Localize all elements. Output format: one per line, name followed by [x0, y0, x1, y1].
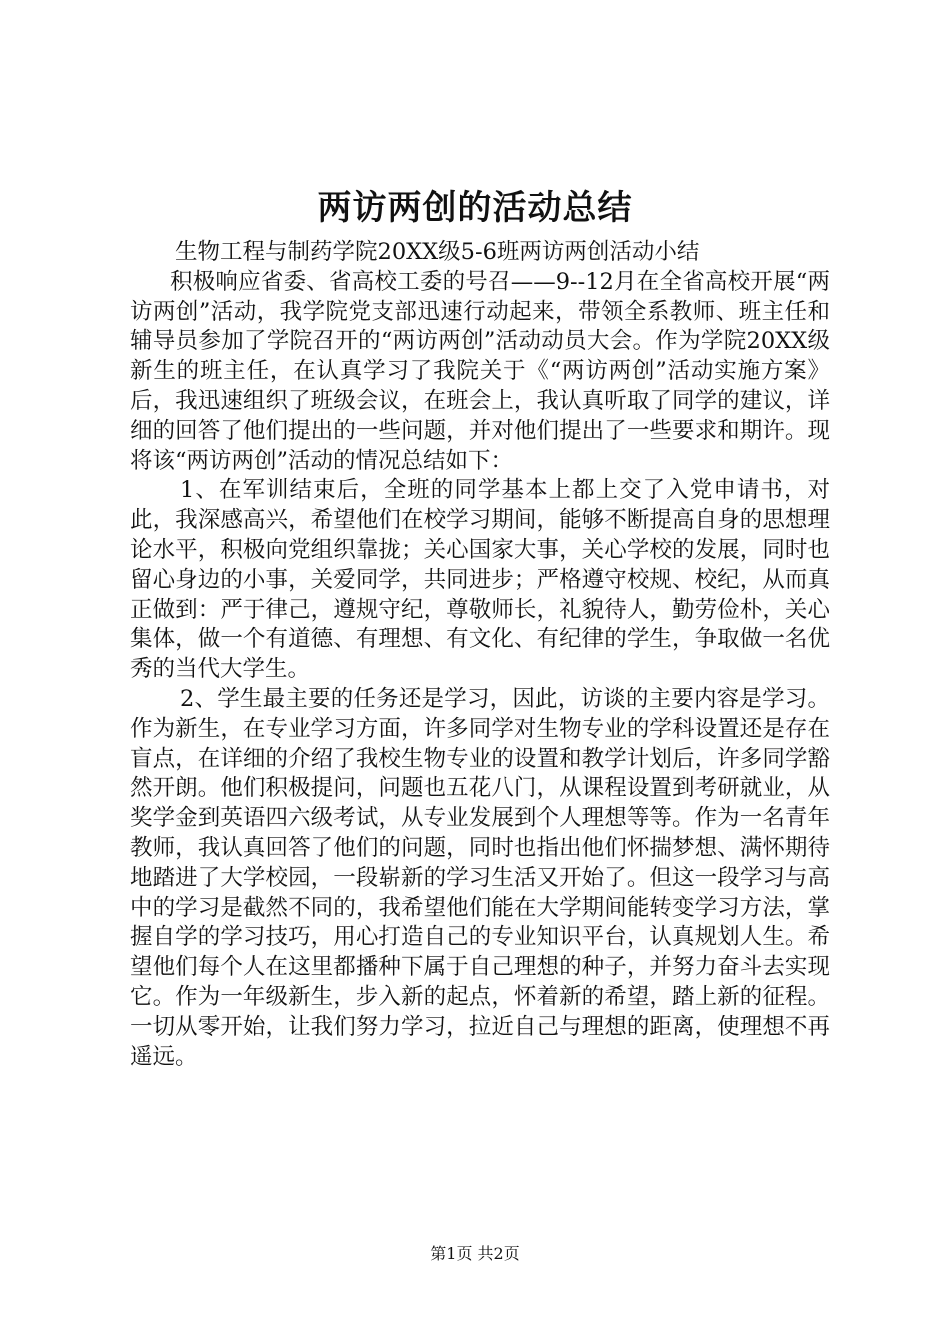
page-footer: 第1页 共2页 — [430, 1244, 520, 1263]
paragraph-point-1: 1、在军训结束后，全班的同学基本上都上交了入党申请书，对此，我深感高兴，希望他们在校学习期间，能够不断提高自身的思想理论水平，积极向党组织靠拢；关心国家大事，关心学校的发展，同时也留心身边的小事，关爱同学，共同进步；严格遵守校规、校纪，从而真正做到：严于律己，遵规守纪，尊敬师长，礼貌待人，勤劳俭朴，关心集体，做一个有道德、有理想、有文化、有纪律的学生，争取做一名优秀的当代大学生。 — [130, 477, 830, 683]
document-body — [130, 238, 830, 1072]
paragraph-point-2: 2、学生最主要的任务还是学习，因此，访谈的主要内容是学习。作为新生，在专业学习方面，许多同学对生物专业的学科设置还是存在盲点，在详细的介绍了我校生物专业的设置和教学计划后，许多同学豁然开朗。他们积极提问，问题也五花八门，从课程设置到考研就业，从奖学金到英语四六级考试，从专业发展到个人理想等等。作为一名青年教师，我认真回答了他们的问题，同时也指出他们怀揣梦想、满怀期待地踏进了大学校园，一段崭新的学习生活又开始了。但这一段学习与高中的学习是截然不同的，我希望他们能在大学期间能转变学习方法，掌握自学的学习技巧，用心打造自己的专业知识平台，认真规划人生。希望他们每个人在这里都播种下属于自己理想的种子，并努力奋斗去实现它。作为一年级新生，步入新的起点，怀着新的希望，踏上新的征程。一切从零开始，让我们努力学习，拉近自己与理想的距离，使理想不再遥远。 — [130, 685, 830, 1070]
document-title: 两访两创的活动总结 — [317, 188, 633, 228]
paragraph-intro: 积极响应省委、省高校工委的号召——9--12月在全省高校开展“两访两创”活动，我学院党支部迅速行动起来，带领全系教师、班主任和辅导员参加了学院召开的“两访两创”活动动员大会。作为学院20XX级新生的班主任，在认真学习了我院关于《“两访两创”活动实施方案》后，我迅速组织了班级会议，在班会上，我认真听取了同学的建议，详细的回答了他们提出的一些问题，并对他们提出了一些要求和期许。现将该“两访两创”活动的情况总结如下： — [130, 268, 830, 474]
document-subtitle: 生物工程与制药学院20XX级5-6班两访两创活动小结 — [175, 239, 700, 265]
